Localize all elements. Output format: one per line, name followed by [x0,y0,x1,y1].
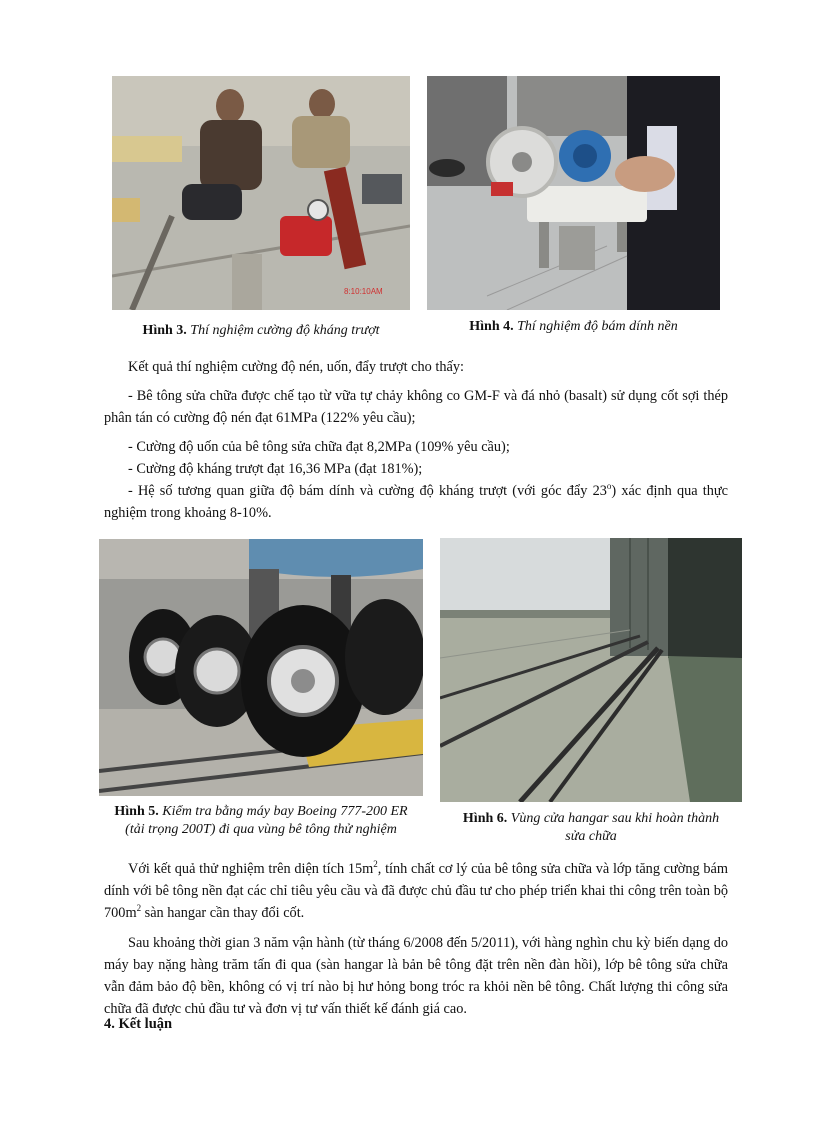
area-superscript-1: 2 [373,859,378,870]
figure-6-number: Hình 6. [462,811,508,826]
figure-3-caption [112,322,410,340]
figure-6-caption-line-1 [440,810,742,828]
figure-5-caption-text-1: Kiểm tra bằng máy bay Boeing 777-200 ER [162,804,408,819]
figure-5-caption [92,803,430,839]
figure-4-caption [427,318,720,336]
figure-5-caption-line-1 [92,803,430,821]
photo-timestamp: 8:10:10AM [344,287,383,296]
results-intro: Kết quả thí nghiệm cường độ nén, uốn, đẩy trượt cho thấy: [128,359,464,375]
area-superscript-2: 2 [136,903,142,914]
figure-3-photo [112,76,410,310]
section-heading: 4. Kết luận [104,1016,173,1032]
paragraph-1-text-b: , tính chất cơ lý của bê tông sửa chữa và lớp tăng cường bám dính với bê tông nền đạt các chỉ tiêu yêu cầu và đã được chủ đầu tư cho phép triển khai thi công trên toàn bộ 700m [104,861,728,921]
results-item-3: - Cường độ kháng trượt đạt 16,36 MPa (đạt 181%); [128,461,423,477]
figure-6-caption-line-2 [440,828,742,846]
figure-6-caption [440,810,742,846]
figure-3-caption-text: Thí nghiệm cường độ kháng trượt [190,323,380,338]
figure-4-number: Hình 4. [469,319,514,334]
figure-4-photo [427,76,720,310]
results-item-4-text-b: ) xác định qua thực nghiệm trong khoảng 8-10%. [104,483,728,521]
figure-6-photo [440,538,742,802]
degree-superscript: o [606,481,612,492]
figure-5-caption-line-2 [92,821,430,839]
figure-4-caption-text: Thí nghiệm độ bám dính nền [517,319,678,334]
figure-5-caption-text-2: (tải trọng 200T) đi qua vùng bê tông thử nghiệm [125,822,397,837]
paragraph-test-result [104,858,728,924]
figure-6-caption-text-1: Vùng cửa hangar sau khi hoàn thành [510,811,720,826]
figure-5-photo [99,539,423,796]
figure-5-number: Hình 5. [114,804,159,819]
figure-6-caption-text-2: sửa chữa [565,829,617,844]
paragraph-operation: Sau khoảng thời gian 3 năm vận hành (từ tháng 6/2008 đến 5/2011), với hàng nghìn chu kỳ biến dạng do máy bay nặng hàng trăm tấn đi qua (sàn hangar là bản bê tông đặt trên nền đàn hồi), lớp bê tông sửa chữa vẫn đảm bảo độ bền, không có vị trí nào bị hư hỏng bong tróc ra khỏi nền bê tông. Chất lượng thi công sửa chữa đã được chủ đầu tư và đơn vị tư vấn thiết kế đánh giá cao. [104,935,728,1017]
paragraph-1-text-a: Với kết quả thử nghiệm trên diện tích 15m [128,861,374,877]
paragraph-1-text-c: sàn hangar cần thay đổi cốt. [141,905,305,921]
results-item-4 [104,480,728,524]
results-item-2: - Cường độ uốn của bê tông sửa chữa đạt 8,2MPa (109% yêu cầu); [128,439,510,455]
figure-3-number: Hình 3. [142,323,187,338]
results-item-1: - Bê tông sửa chữa được chế tạo từ vữa tự chảy không co GM-F và đá nhỏ (basalt) sử dụng cốt sợi thép phân tán có cường độ nén đạt 61MPa (122% yêu cầu); [104,388,728,426]
results-item-4-text-a: - Hệ số tương quan giữa độ bám dính và cường độ kháng trượt (với góc đẩy 23 [128,483,607,499]
